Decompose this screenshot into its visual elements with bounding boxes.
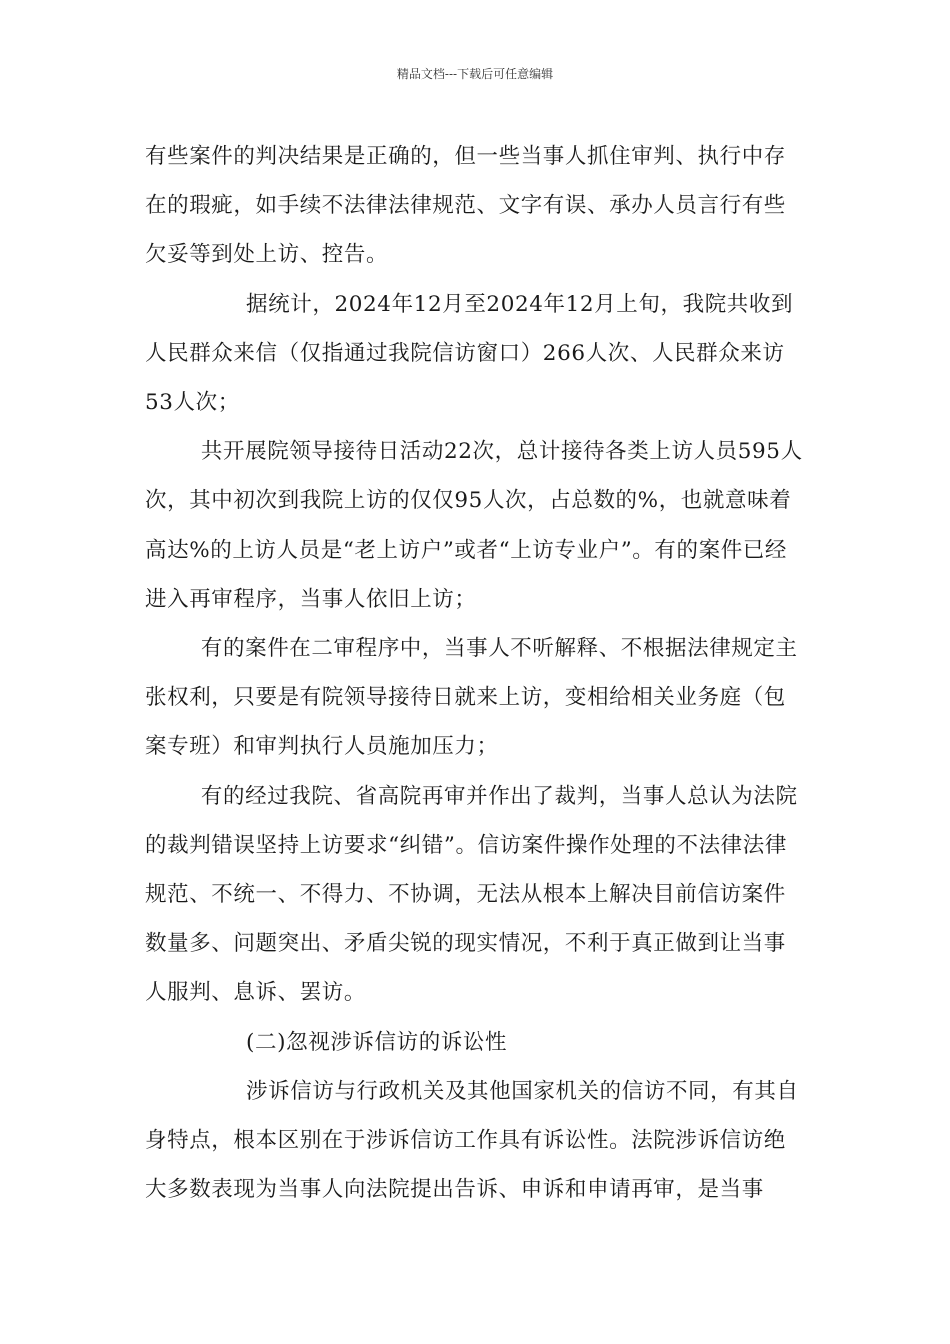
- page-header: 精品文档---下载后可任意编辑: [396, 67, 554, 81]
- document-body: [145, 132, 805, 1214]
- paragraph-5: 有的经过我院、省高院再审并作出了裁判，当事人总认为法院的裁判错误坚持上访要求“纠错”。信访案件操作处理的不法律法律规范、不统一、不得力、不协调，无法从根本上解决目前信访案件数量多、问题突出、矛盾尖锐的现实情况，不利于真正做到让当事人服判、息诉、罢访。: [145, 783, 798, 1006]
- paragraph-1: 有些案件的判决结果是正确的，但一些当事人抓住审判、执行中存在的瑕疵，如手续不法律法律规范、文字有误、承办人员言行有些欠妥等到处上访、控告。: [145, 144, 786, 268]
- section-heading: (二)忽视涉诉信访的诉讼性: [246, 1029, 508, 1055]
- paragraph-2: 据统计，2024年12月至2024年12月上旬，我院共收到人民群众来信（仅指通过我院信访窗口）266人次、人民群众来访53人次；: [145, 291, 794, 416]
- paragraph-6: 涉诉信访与行政机关及其他国家机关的信访不同，有其自身特点，根本区别在于涉诉信访工作具有诉讼性。法院涉诉信访绝大多数表现为当事人向法院提出告诉、申诉和申请再审，是当事: [145, 1078, 799, 1203]
- paragraph-3: 共开展院领导接待日活动22次，总计接待各类上访人员595人次，其中初次到我院上访的仅仅95人次，占总数的%，也就意味着高达%的上访人员是“老上访户”或者“上访专业户”。有的案件已经进入再审程序，当事人依旧上访；: [145, 439, 803, 612]
- paragraph-4: 有的案件在二审程序中，当事人不听解释、不根据法律规定主张权利，只要是有院领导接待日就来上访，变相给相关业务庭（包案专班）和审判执行人员施加压力；: [145, 636, 798, 760]
